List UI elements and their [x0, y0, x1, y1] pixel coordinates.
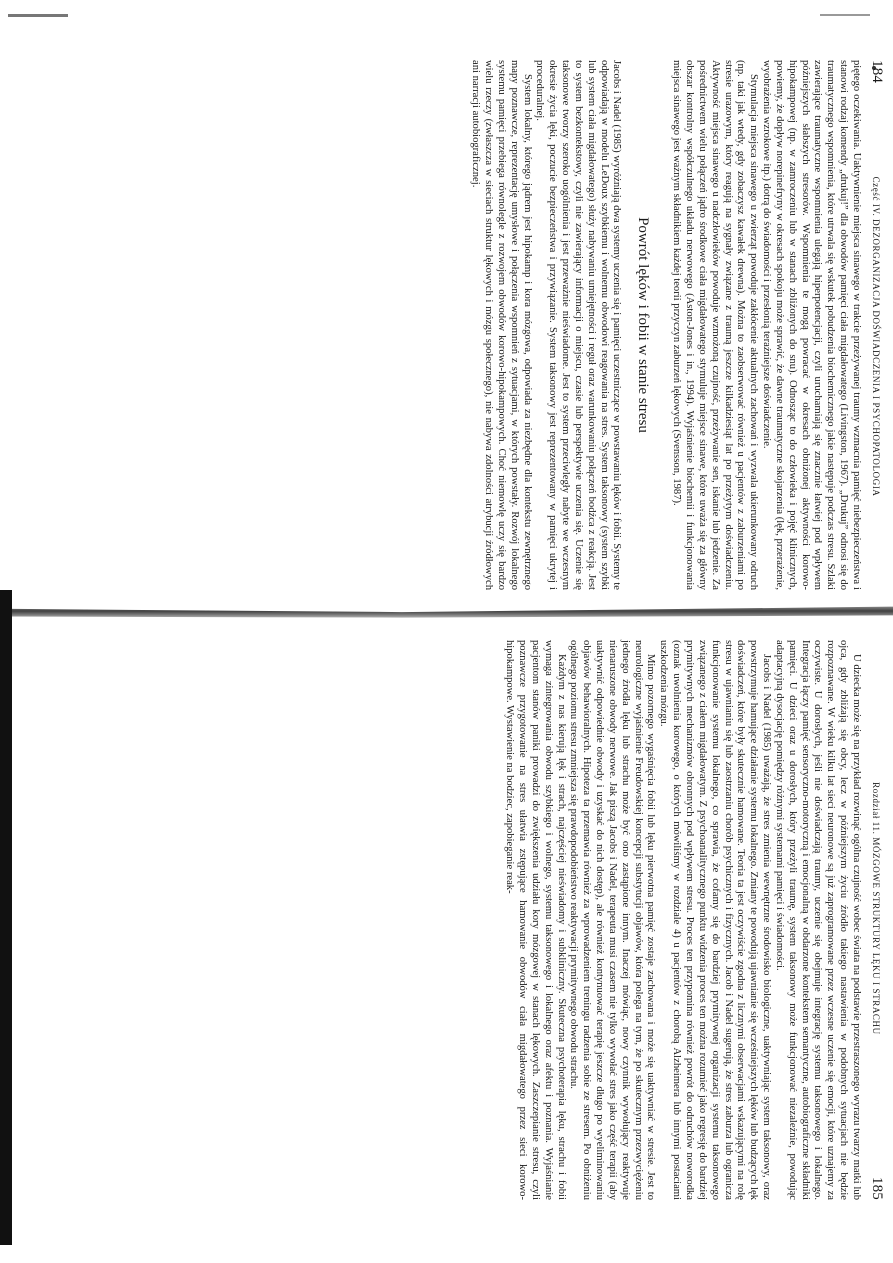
running-title: Rozdział 11. MÓZGOWE STRUKTURY LĘKU I STRACHU	[871, 782, 881, 1035]
body-text	[502, 640, 862, 1200]
section-title: Powrót lęków i fobii w stanie stresu	[635, 217, 652, 433]
scan-artifact-top-right	[820, 14, 870, 16]
book-spine-shadow	[0, 600, 893, 622]
paragraph: Każdym z nas kierują lęk i strach, najczęściej nieświadomy i subkliniczny. Skuteczna psychoterapia lęku, strachu i fobii wymaga zintegrowania obwodu szybkiego i wolnego, systemu taksonowego i lokalnego oraz afektu i poznania. Wyjaśnianie pacjentom stanów paniki prowadzi do zwiększenia udziału kory mózgowej w stanach lękowych. Zaszczepianie stresu, czyli poznawcze przygotowanie na stres ułatwia zstępujące hamowanie obwodów ciała migdałowatego przez sieci korowo-hipokampowe. Wystawienie na bodziec, zapobieganie reak-	[504, 640, 567, 1200]
book-edge-shadow	[0, 590, 12, 1245]
running-title: Część IV. DEZORGANIZACJA DOŚWIADCZENIA I PSYCHOPATOLOGIA	[871, 176, 881, 497]
body-text	[468, 60, 862, 590]
paragraph: System lokalny, którego jądrem jest hipokamp i kora mózgowa, odpowiada za niezbędne dla kontekstu zewnętrznego mapy poznawcze, reprezentację umysłowe i połączenia wspomnień z sytuacjami, w których powstały. Rozwój lokalnego systemu pamięci przebiega równolegle z rozwojem obwodów korowo-hipokampowych. Choć niemowlę uczy się bardzo wielu rzeczy (zwłaszcza w sieciach struktur lękowych i mózgu społecznego), nie nabywa zdolności atrybucji źródłowych ani narracji autobiograficznej.	[470, 60, 533, 590]
paragraph: U dziecka może się na przykład rozwinąć ogólna czujność wobec świata na podstawie przestraszonego wyrazu twarzy matki lub ojca, gdy zbliżają się obcy, lecz w późniejszym życiu źródło takiego nastawienia w podobnych sytuacjach nie będzie rozpoznawane. W wieku kilku lat sieci neuronowe są już zaprogramowane przez wczesne uczenie się emocji, które uznajemy za oczywiste. U dorosłych, jeśli nie doświadczają traumy, uczenie się obejmuje integrację systemu taksonowego i lokalnego. Integracja łączy pamięć sensoryczno-motoryczną i emocjonalną w obdarzone kontekstem semantyczne, autobiograficzne składniki pamięci. U dzieci oraz u dorosłych, który przeżyli traumę, system taksonowy może funkcjonować niezależnie, powodując adaptacyjną dysocjację pomiędzy różnymi systemami pamięci i świadomości.	[773, 640, 862, 1200]
scan-artifact-top-left	[8, 14, 68, 17]
running-head-left	[868, 60, 885, 590]
page-184	[55, 60, 885, 590]
paragraph: Mimo pozornego wygaśnięcia fobii lub lęku pierwotna pamięć zostaje zachowana i może się uaktywniać w stresie. Jest to neurologiczne wyjaśnienie Freudowskiej koncepcji substytucji objawów, która polega na tym, że po skutecznym przezwyciężeniu jednego źródła lęku lub strachu może być ono zastąpione innym. Inaczej mówiąc, nowy czynnik wywołujący reaktywuje nienaruszone obwody nerwowe. Jak piszą Jacobs i Nadel, terapeuta musi czasem nie tylko wywołać stres jako część terapii (aby uaktywnić odpowiednie obwody i uzyskać do nich dostęp), ale również kontynuować terapię jeszcze długo po wyeliminowaniu objawów behawioralnych. Hipoteza ta przemawia również za wprowadzeniem treningu radzenia sobie ze stresem. Po obniżeniu ogólnego poziomu stresu zmniejsza się prawdopodobieństwo reaktywacji prymitywnego obwodu strachu.	[568, 640, 657, 1200]
paragraph: piętego oczekiwania. Uaktywnienie miejsca sinawego w trakcie przeżywanej traumy wzmacnia pamięć niebezpieczeństwa i stanowi rodzaj komendy „drukuj!” dla obwodów pamięci ciała migdałowatego (Livingston, 1967). „Drukuj” odnosi się do traumatycznego wspomnienia, które utrwala się wskutek pobudzenia biochemicznego jakie następuje podczas stresu. Szlaki zawierające traumatyczne wspomnienia ulegają hiperpotencjacji, czyli uruchamiają się znacznie łatwiej pod wpływem późniejszych słabszych stresorów. Wspomnienia te mogą powracać w okresach obniżonej aktywności korowo-hipokampowej (np. w zamroczeniu lub w stanach zbliżonych do snu). Odnosząc to do człowieka i pojęć klinicznych, powiemy, że dopływ norepinefryny w okresach spokoju może sprawić, że dawne traumatyczne skojarzenia (lęk, przerażenie, wyobrażenia wzrokowe itp.) dotrą do świadomości i przesłonią teraźniejsze doświadczenie.	[761, 60, 862, 590]
page-185	[55, 640, 885, 1200]
page-number: 185	[869, 1176, 885, 1200]
running-head-right	[868, 640, 885, 1200]
paragraph: Stymulacja miejsca sinawego u zwierząt powoduje zakłócenie aktualnych zachowań i wyzwala ukierunkowany odruch (np. taki jak wtedy, gdy zobaczysz kawałek drewna). Można to zaobserwować również u pacjentów z zaburzeniami po stresie urazowym, który reagują na sygnały związane z traumą jeszcze kilkadziesiąt lat po przeżytym doświadczeniu. Aktywność miejsca sinawego u nadczłowieków powoduje wzmożoną czujność, przeżywanie sen, iskanie lub jedzenie. Za pośrednictwem wielu połączeń jądro środkowe ciała migdałowatego stymuluje miejsce sinawe, które uważa się za główny obszar kontrolny współczulnego układu nerwowego (Aston-Jones i in., 1994). Wyjaśnienie biochemii i funkcjonowania miejsca sinawego jest ważnym składnikiem każdej teorii przyczyn zaburzeń lękowych (Svensson, 1987).	[671, 60, 760, 590]
paragraph: Jacobs i Nadel (1985) uważają, że stres zmienia wewnętrzne środowisko biologiczne, uaktywniając system taksonowy, oraz powstrzymuje hamujące działanie systemu lokalnego. Zmiany te powodują ujawnianie się wcześniejszych lęków lub budzących lęk doświadczeń, które były skutecznie hamowane. Teoria ta jest oczywiście zgodna z licznymi obserwacjami wskazującymi na rolę stresu w ujawnianiu się lub zaostrzaniu chorób psychicznych i fizycznych. Jacob i Nadel sugerują, że stres zaburza lub ogranicza funkcjonowanie systemu lokalnego, co sprawia, że cofamy się do bardziej prymitywnej organizacji systemu taksonowego związanego z ciałem migdałowatym. Z psychoanalitycznego punktu widzenia proces ten można rozumieć jako regresję do bardziej prymitywnych mechanizmów obronnych pod wpływem stresu. Proces ten przypomina również powrót do odruchów noworodka (oznak uwolnienia korowego, o których mówiliśmy w rozdziale 4) u pacjentów z chorobą Alzheimera lub innymi postaciami uszkodzenia mózgu.	[658, 640, 773, 1200]
paragraph: Jacobs i Nadel (1985) wyróżniają dwa systemy uczenia się i pamięci uczestniczące w powstawaniu lęków i fobii. Systemy te odpowiadają w modelu LeDoux szybkiemu i wolnemu obwodowi reagowania na stres. System taksonowy (system szybki lub system ciała migdałowatego) służy nabywaniu umiejętności i reguł oraz warunkowaniu połączeń bodźca z reakcją. Jest to system bezkontekstowy, czyli nie zawierający informacji o miejscu, czasie lub perspektywie uczenia się. Uczenie się taksonowe tworzy szeroko uogólnienia i jest przeważnie nieświadome. Jest to system przeciwległy nabyte we wczesnym okresie życia lęki, poczucie bezpieczeństwa i przywiązanie. System taksonowy jest reprezentowany w pamięci ukrytej i proceduralnej.	[534, 60, 623, 590]
page-number: 184	[869, 60, 885, 84]
